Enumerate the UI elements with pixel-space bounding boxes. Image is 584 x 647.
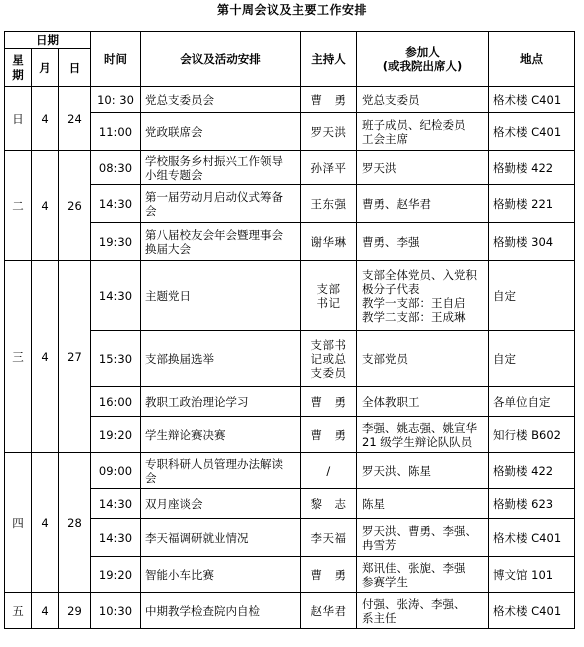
- month-cell: 4: [32, 151, 59, 261]
- event-cell: 第八届校友会年会暨理事会 换届大会: [141, 223, 301, 261]
- attendees-cell: 付强、张涛、李强、 系主任: [357, 593, 489, 629]
- attendees-cell: 罗天洪、陈星: [357, 453, 489, 489]
- day-cell: 27: [59, 261, 91, 453]
- host-cell: 王东强: [301, 185, 357, 223]
- table-row: [5, 387, 575, 417]
- host-cell: /: [301, 453, 357, 489]
- event-cell: 支部换届选举: [141, 331, 301, 387]
- month-cell: 4: [32, 87, 59, 151]
- table-row: [5, 113, 575, 151]
- attendees-cell: 罗天洪: [357, 151, 489, 185]
- event-cell: 中期教学检查院内自检: [141, 593, 301, 629]
- location-header: 地点: [489, 32, 575, 87]
- time-cell: 11:00: [91, 113, 141, 151]
- day-cell: 28: [59, 453, 91, 593]
- table-row: [5, 453, 575, 489]
- day-cell: 29: [59, 593, 91, 629]
- table-row: [5, 417, 575, 453]
- time-cell: 15:30: [91, 331, 141, 387]
- day-cell: 26: [59, 151, 91, 261]
- host-cell: 曹 勇: [301, 417, 357, 453]
- schedule-table: [4, 31, 575, 629]
- table-row: [5, 519, 575, 557]
- time-cell: 19:20: [91, 557, 141, 593]
- event-cell: 党政联席会: [141, 113, 301, 151]
- table-row: [5, 593, 575, 629]
- host-cell: 黎 志: [301, 489, 357, 519]
- location-cell: 自定: [489, 331, 575, 387]
- host-cell: 李天福: [301, 519, 357, 557]
- attendees-cell: 曹勇、李强: [357, 223, 489, 261]
- table-row: [5, 151, 575, 185]
- location-cell: 格勤楼 623: [489, 489, 575, 519]
- location-cell: 自定: [489, 261, 575, 331]
- time-cell: 09:00: [91, 453, 141, 489]
- weekday-cell: 日: [5, 87, 32, 151]
- location-cell: 知行楼 B602: [489, 417, 575, 453]
- event-header: 会议及活动安排: [141, 32, 301, 87]
- event-cell: 李天福调研就业情况: [141, 519, 301, 557]
- table-row: [5, 331, 575, 387]
- month-header: 月: [32, 49, 59, 87]
- location-cell: 各单位自定: [489, 387, 575, 417]
- weekday-cell: 三: [5, 261, 32, 453]
- table-row: [5, 223, 575, 261]
- attendees-cell: 党总支委员: [357, 87, 489, 113]
- attendees-cell: 班子成员、纪检委员 工会主席: [357, 113, 489, 151]
- table-row: [5, 261, 575, 331]
- attendees-cell: 郑讯佳、张旎、李强 参赛学生: [357, 557, 489, 593]
- page-title: 第十周会议及主要工作安排: [216, 3, 367, 17]
- month-cell: 4: [32, 593, 59, 629]
- host-cell: 支部 书记: [301, 261, 357, 331]
- event-cell: 党总支委员会: [141, 87, 301, 113]
- attendees-cell: 陈星: [357, 489, 489, 519]
- location-cell: 格术楼 C401: [489, 519, 575, 557]
- location-cell: 格术楼 C401: [489, 113, 575, 151]
- day-cell: 24: [59, 87, 91, 151]
- host-cell: 支部书 记或总 支委员: [301, 331, 357, 387]
- header-row-1: [5, 32, 575, 49]
- location-cell: 格勤楼 304: [489, 223, 575, 261]
- time-cell: 10: 30: [91, 87, 141, 113]
- event-cell: 教职工政治理论学习: [141, 387, 301, 417]
- event-cell: 主题党日: [141, 261, 301, 331]
- time-cell: 08:30: [91, 151, 141, 185]
- attendees-cell: 李强、姚志强、姚宣华 21 级学生辩论队队员: [357, 417, 489, 453]
- weekday-cell: 二: [5, 151, 32, 261]
- time-cell: 14:30: [91, 185, 141, 223]
- time-cell: 14:30: [91, 519, 141, 557]
- table-row: [5, 557, 575, 593]
- location-cell: 格勤楼 221: [489, 185, 575, 223]
- weekday-cell: 五: [5, 593, 32, 629]
- attendees-cell: 支部党员: [357, 331, 489, 387]
- event-cell: 专职科研人员管理办法解读 会: [141, 453, 301, 489]
- host-cell: 曹 勇: [301, 557, 357, 593]
- host-header: 主持人: [301, 32, 357, 87]
- host-cell: 孙泽平: [301, 151, 357, 185]
- attendees-cell: 罗天洪、曹勇、李强、 冉雪芳: [357, 519, 489, 557]
- time-cell: 10:30: [91, 593, 141, 629]
- attendees-cell: 曹勇、赵华君: [357, 185, 489, 223]
- event-cell: 智能小车比赛: [141, 557, 301, 593]
- time-cell: 19:30: [91, 223, 141, 261]
- event-cell: 学生辩论赛决赛: [141, 417, 301, 453]
- day-header: 日: [59, 49, 91, 87]
- host-cell: 谢华琳: [301, 223, 357, 261]
- time-cell: 19:20: [91, 417, 141, 453]
- event-cell: 第一届劳动月启动仪式筹备 会: [141, 185, 301, 223]
- event-cell: 双月座谈会: [141, 489, 301, 519]
- table-row: [5, 87, 575, 113]
- location-cell: 格术楼 C401: [489, 593, 575, 629]
- table-row: [5, 185, 575, 223]
- weekday-cell: 四: [5, 453, 32, 593]
- host-cell: 曹 勇: [301, 387, 357, 417]
- event-cell: 学校服务乡村振兴工作领导 小组专题会: [141, 151, 301, 185]
- table-row: [5, 489, 575, 519]
- time-header: 时间: [91, 32, 141, 87]
- host-cell: 罗天洪: [301, 113, 357, 151]
- weekday-header: 星期: [5, 49, 32, 87]
- host-cell: 赵华君: [301, 593, 357, 629]
- location-cell: 格勤楼 422: [489, 151, 575, 185]
- location-cell: 博文馆 101: [489, 557, 575, 593]
- location-cell: 格术楼 C401: [489, 87, 575, 113]
- month-cell: 4: [32, 453, 59, 593]
- attendees-cell: 支部全体党员、入党积 极分子代表 教学一支部：王自启 教学二支部：王成琳: [357, 261, 489, 331]
- time-cell: 14:30: [91, 489, 141, 519]
- month-cell: 4: [32, 261, 59, 453]
- host-cell: 曹 勇: [301, 87, 357, 113]
- attendees-header: 参加人 (或我院出席人): [357, 32, 489, 87]
- time-cell: 14:30: [91, 261, 141, 331]
- date-header: 日期: [5, 32, 91, 49]
- time-cell: 16:00: [91, 387, 141, 417]
- location-cell: 格勤楼 422: [489, 453, 575, 489]
- attendees-cell: 全体教职工: [357, 387, 489, 417]
